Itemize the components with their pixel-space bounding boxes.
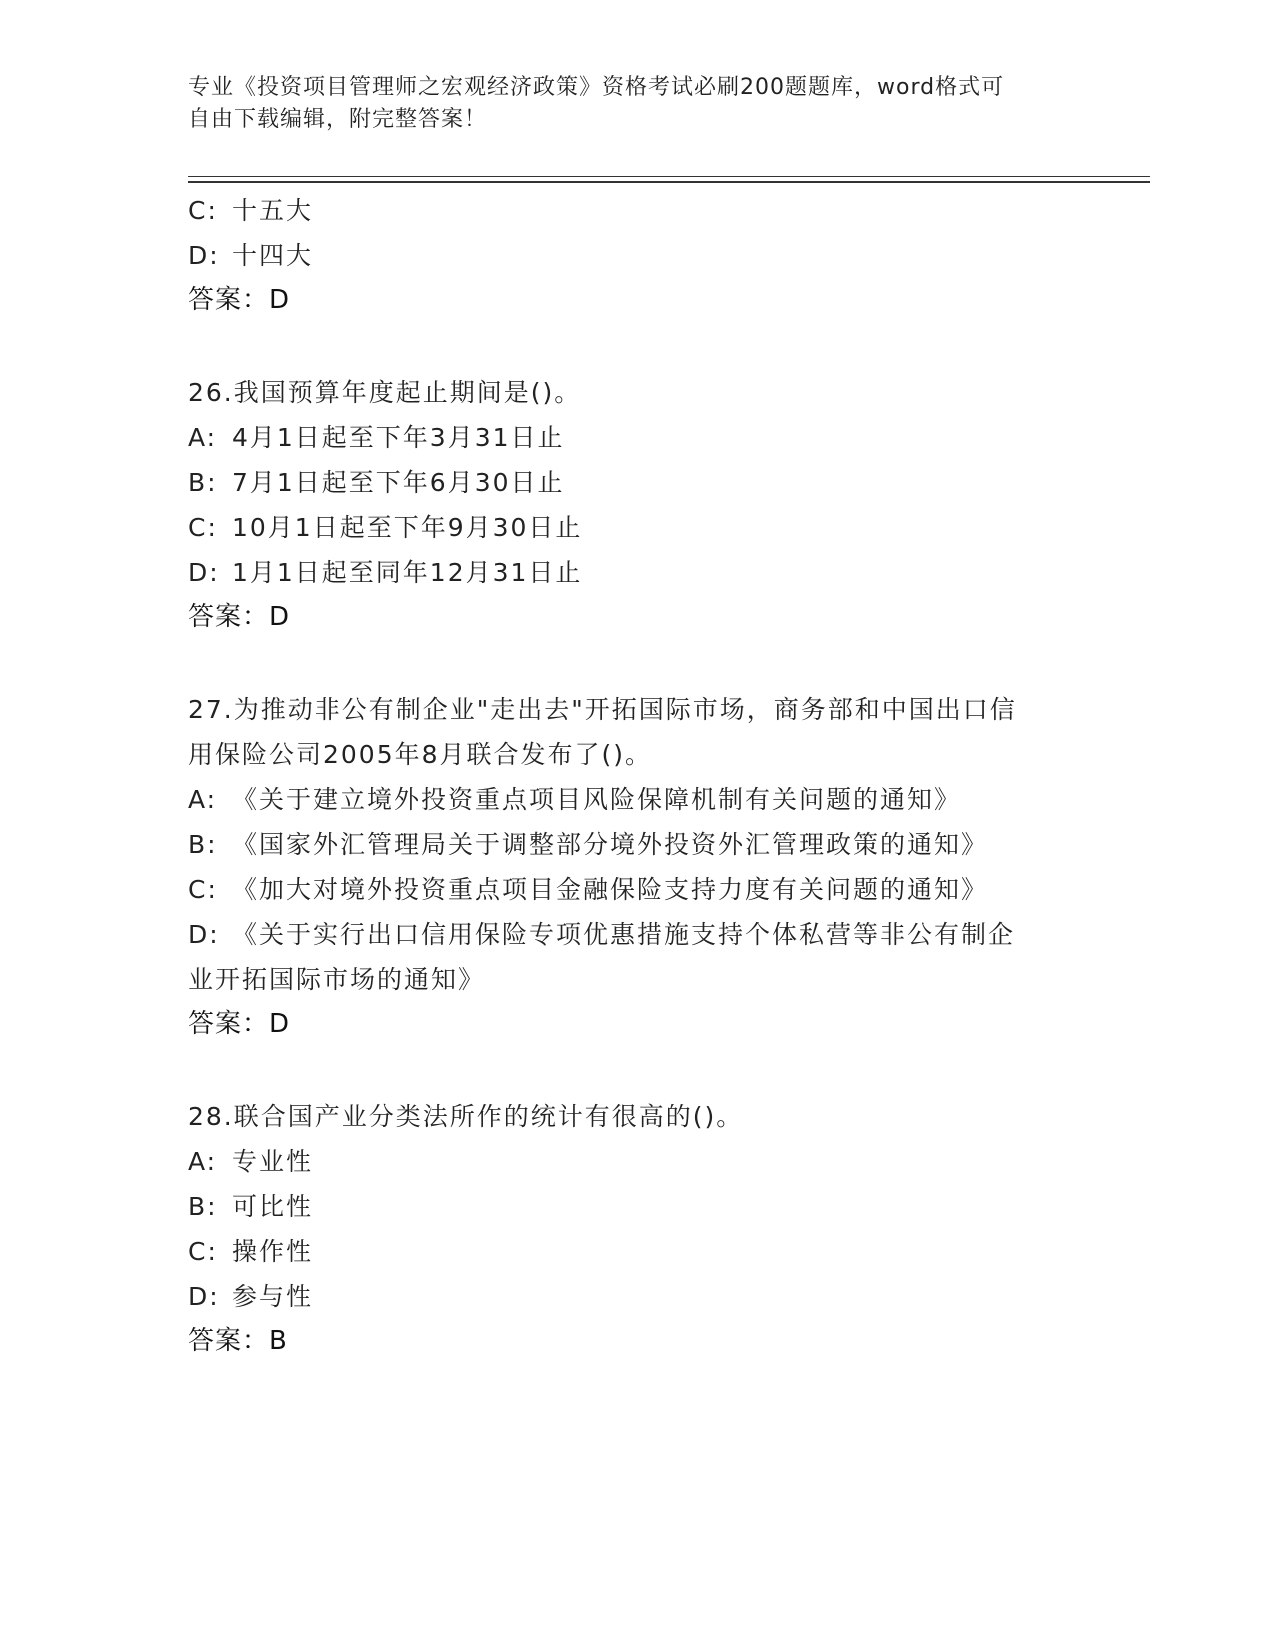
option-letter: C: (188, 1237, 218, 1266)
question-block (188, 1094, 1088, 1364)
option-text: 参与性 (232, 1282, 314, 1311)
option-d (188, 912, 1088, 957)
option-letter: A: (188, 785, 218, 814)
option-b (188, 822, 1088, 867)
option-text: 《国家外汇管理局关于调整部分境外投资外汇管理政策的通知》 (232, 830, 989, 859)
header-title-line-1: 专业《投资项目管理师之宏观经济政策》资格考试必刷200题题库，word格式可 (188, 75, 1005, 100)
answer-line: 答案：D (188, 285, 291, 315)
question-list (188, 188, 1088, 1364)
option-text: 操作性 (232, 1237, 314, 1266)
header-divider-thick (188, 181, 1150, 183)
option-letter: C: (188, 196, 218, 225)
option-d (188, 1274, 1088, 1319)
option-text: 《加大对境外投资重点项目金融保险支持力度有关问题的通知》 (232, 875, 989, 904)
option-text: 1月1日起至同年12月31日止 (232, 558, 583, 587)
answer-line: 答案：B (188, 1326, 288, 1356)
header-title-line-2: 自由下载编辑，附完整答案！ (188, 107, 488, 132)
option-text: 《关于建立境外投资重点项目风险保障机制有关问题的通知》 (232, 785, 962, 814)
answer-line: 答案：D (188, 1009, 291, 1039)
option-text: 十五大 (232, 196, 314, 225)
option-letter: D: (188, 920, 220, 949)
previous-question-block (188, 188, 1088, 323)
option-c (188, 188, 1088, 233)
option-b (188, 460, 1088, 505)
option-d-continuation: 业开拓国际市场的通知》 (188, 965, 486, 994)
option-a (188, 1139, 1088, 1184)
question-stem-line-1: 27.为推动非公有制企业"走出去"开拓国际市场，商务部和中国出口信 (188, 695, 1017, 724)
option-letter: C: (188, 875, 218, 904)
option-letter: D: (188, 241, 220, 270)
option-letter: A: (188, 1147, 218, 1176)
question-stem: 28.联合国产业分类法所作的统计有很高的()。 (188, 1102, 744, 1131)
page-header (188, 72, 1068, 136)
question-stem-line-2: 用保险公司2005年8月联合发布了()。 (188, 740, 653, 769)
option-c (188, 505, 1088, 550)
option-text: 专业性 (232, 1147, 314, 1176)
option-text: 可比性 (232, 1192, 314, 1221)
question-stem: 26.我国预算年度起止期间是()。 (188, 378, 582, 407)
option-a (188, 415, 1088, 460)
option-d (188, 550, 1088, 595)
option-letter: C: (188, 513, 218, 542)
option-text: 4月1日起至下年3月31日止 (232, 423, 565, 452)
answer-line: 答案：D (188, 602, 291, 632)
option-letter: B: (188, 1192, 218, 1221)
option-letter: B: (188, 830, 218, 859)
option-letter: D: (188, 1282, 220, 1311)
option-b (188, 1184, 1088, 1229)
option-letter: D: (188, 558, 220, 587)
option-text: 十四大 (232, 241, 314, 270)
option-text: 7月1日起至下年6月30日止 (232, 468, 565, 497)
option-text: 10月1日起至下年9月30日止 (232, 513, 583, 542)
question-block (188, 370, 1088, 640)
option-d (188, 233, 1088, 278)
option-c (188, 867, 1088, 912)
option-c (188, 1229, 1088, 1274)
option-letter: A: (188, 423, 218, 452)
option-text: 《关于实行出口信用保险专项优惠措施支持个体私营等非公有制企 (232, 920, 1016, 949)
question-block (188, 687, 1088, 1047)
option-a (188, 777, 1088, 822)
option-letter: B: (188, 468, 218, 497)
header-divider-thin (188, 176, 1150, 177)
